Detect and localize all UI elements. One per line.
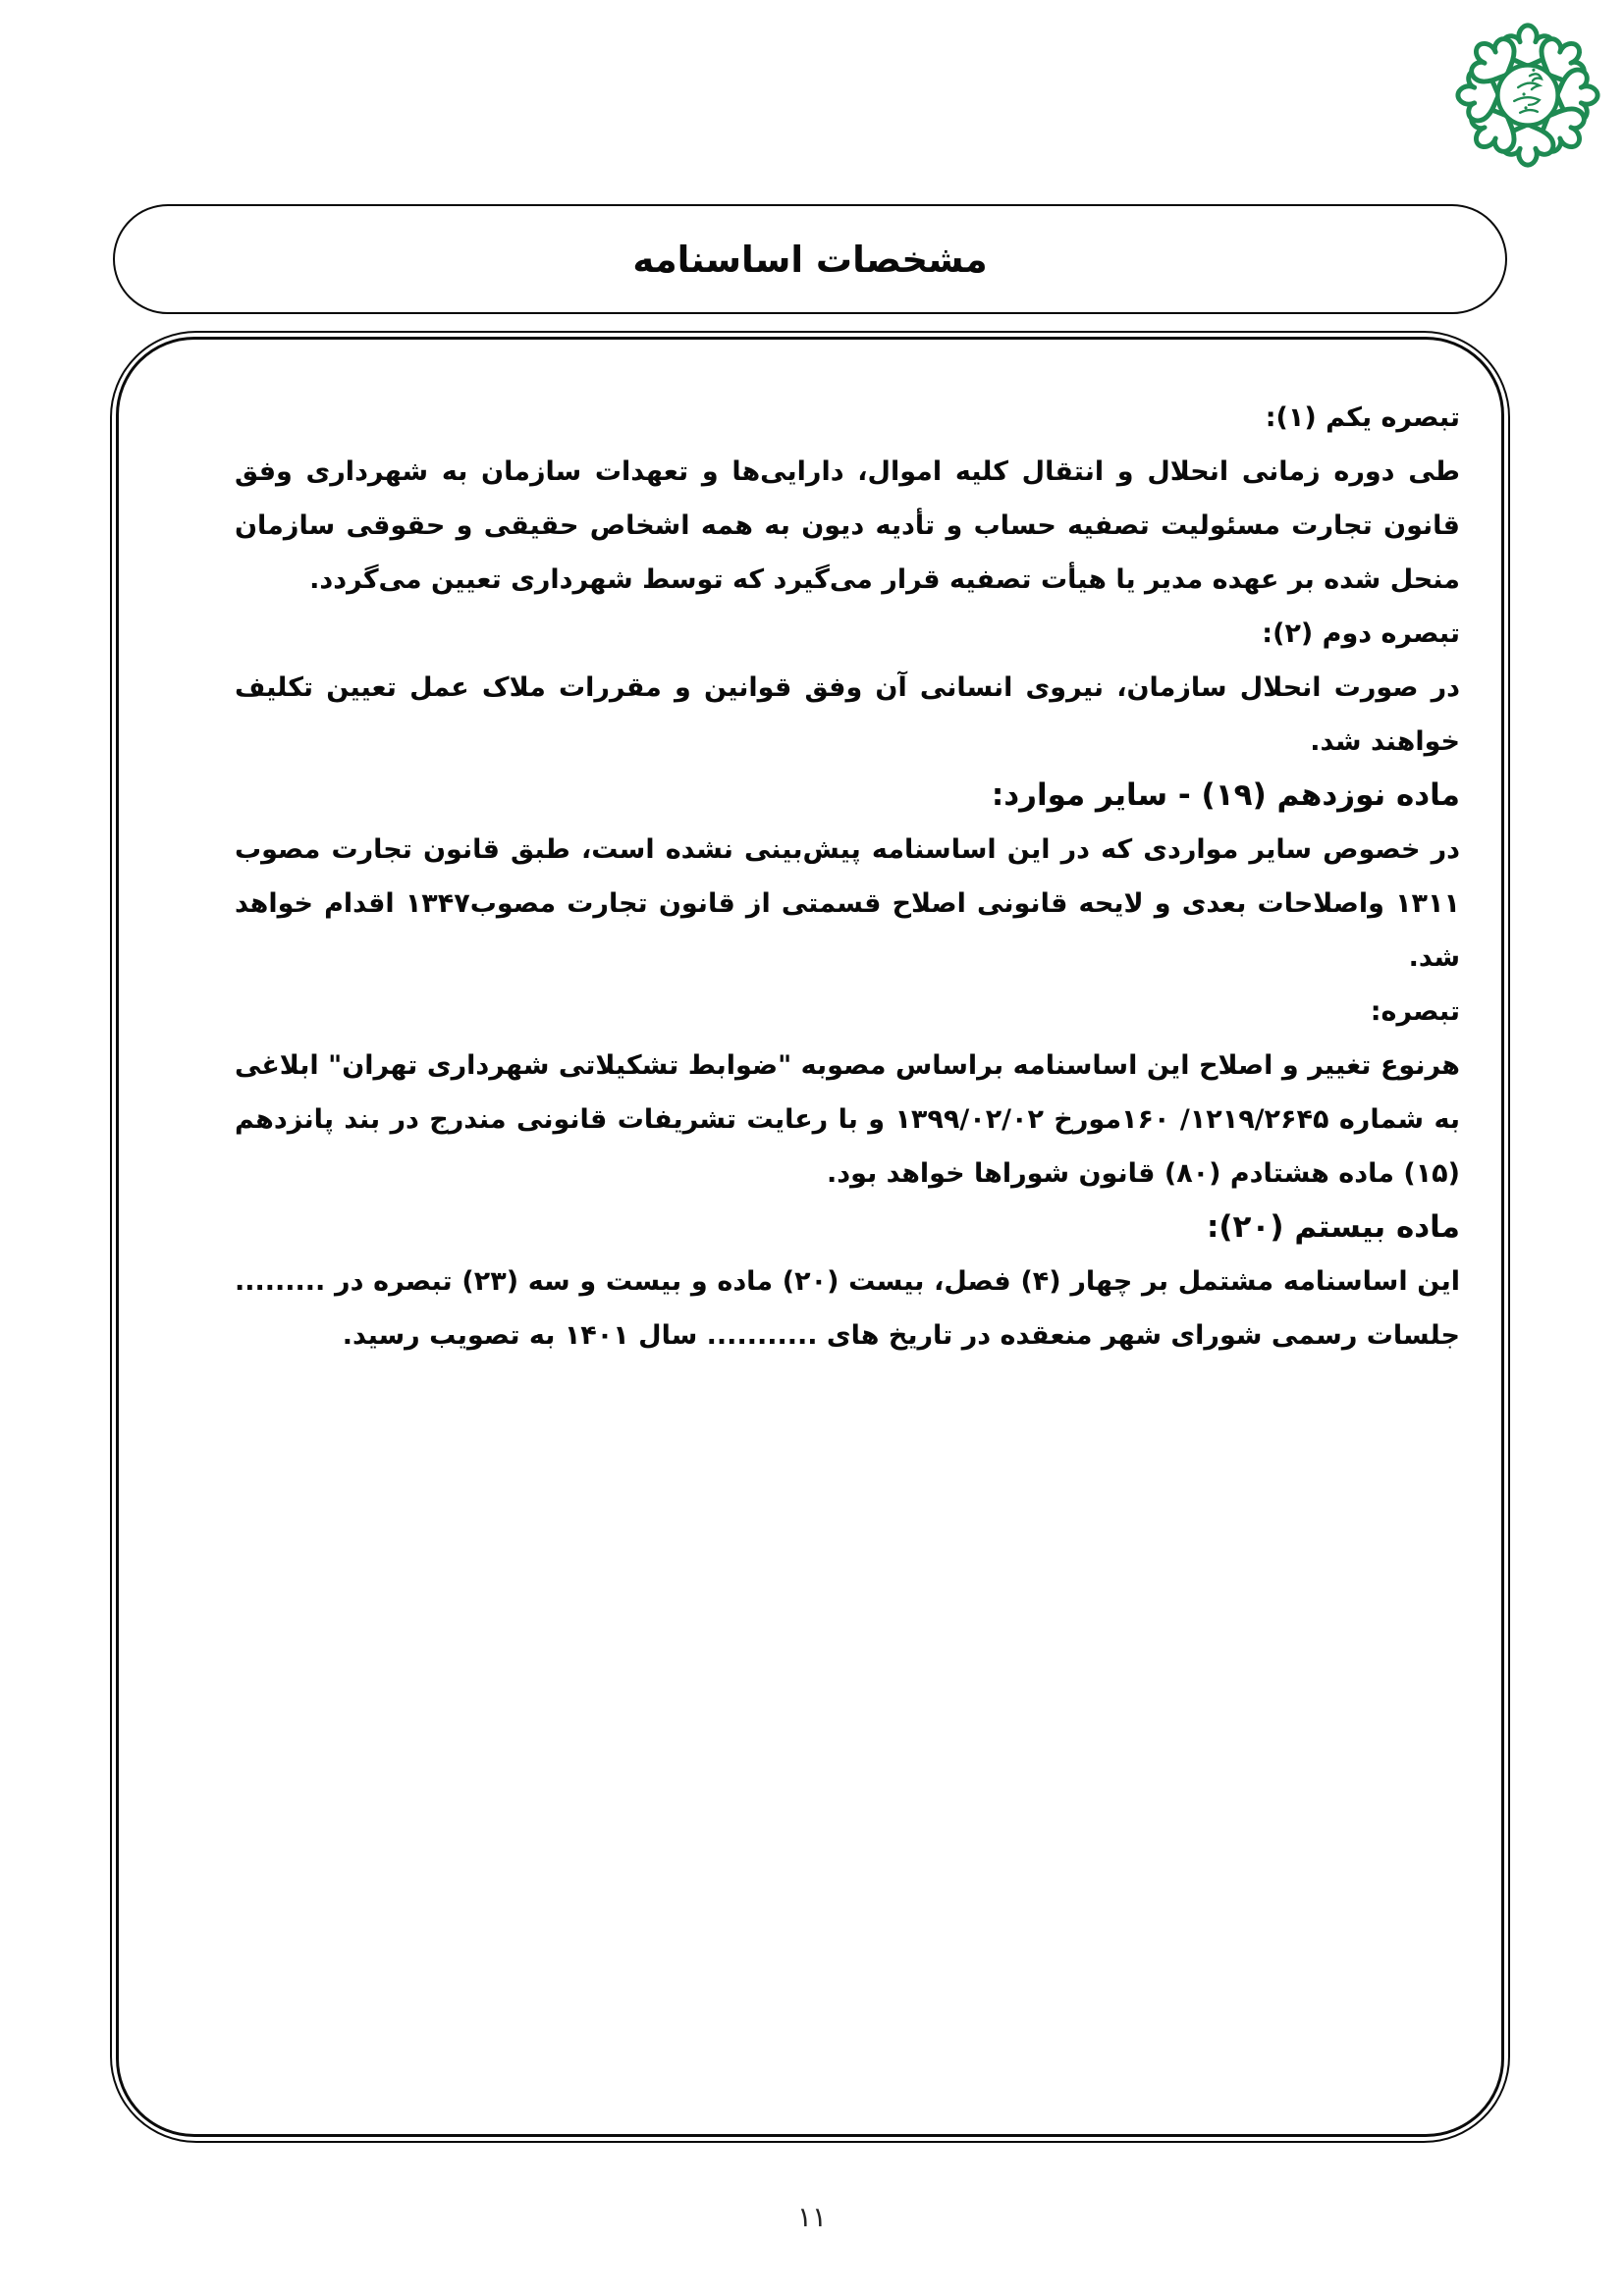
clause-heading: تبصره یکم (۱):: [1265, 402, 1460, 433]
clause-heading: تبصره:: [1370, 996, 1460, 1027]
paragraph: این اساسنامه مشتمل بر چهار (۴) فصل، بیست (۲۰) ماده و بیست و سه (۲۳) تبصره در ......... جلسات رسمی شورای شهر منعقده در تاریخ های ........... سال ۱۴۰۱ به تصویب رسید.: [235, 1266, 1461, 1351]
page-number: ۱۱: [796, 2201, 828, 2233]
page-title: مشخصات اساسنامه: [632, 238, 988, 281]
content-box-inner-border: [116, 337, 1504, 2137]
article-heading: ماده بیستم (۲۰):: [1206, 1209, 1460, 1245]
title-banner: [113, 204, 1507, 314]
paragraph: در خصوص سایر مواردی که در این اساسنامه پیش‌بینی نشده است، طبق قانون تجارت مصوب ۱۳۱۱ واصلاحات بعدی و لایحه قانونی اصلاح قسمتی از قانون تجارت مصوب۱۳۴۷ اقدام خواهد شد.: [235, 834, 1460, 973]
paragraph: هرنوع تغییر و اصلاح این اساسنامه براساس مصوبه "ضوابط تشکیلاتی شهرداری تهران" ابلاغی به شماره ۱۲۱۹/۲۶۴۵/ ۱۶۰مورخ ۱۳۹۹/۰۲/۰۲ و با رعایت تشریفات قانونی مندرج در بند پانزدهم (۱۵) ماده هشتادم (۸۰) قانون شوراها خواهد بود.: [235, 1050, 1461, 1189]
tehran-council-logo-icon: [1449, 18, 1606, 173]
paragraph: در صورت انحلال سازمان، نیروی انسانی آن وفق قوانین و مقررات ملاک عمل تعیین تکلیف خواهند شد.: [235, 672, 1460, 757]
paragraph: طی دوره زمانی انحلال و انتقال کلیه اموال، دارایی‌ها و تعهدات سازمان به شهرداری وفق قانون تجارت مسئولیت تصفیه حساب و تأدیه دیون به همه اشخاص حقیقی و حقوقی سازمان منحل شده بر عهده مدیر یا هیأت تصفیه قرار می‌گیرد که توسط شهرداری تعیین می‌گردد.: [235, 456, 1460, 595]
article-heading: ماده نوزدهم (۱۹) - سایر موارد:: [991, 777, 1460, 813]
content-box: [110, 331, 1510, 2143]
clause-heading: تبصره دوم (۲):: [1262, 618, 1460, 649]
document-body: [119, 340, 1501, 1362]
